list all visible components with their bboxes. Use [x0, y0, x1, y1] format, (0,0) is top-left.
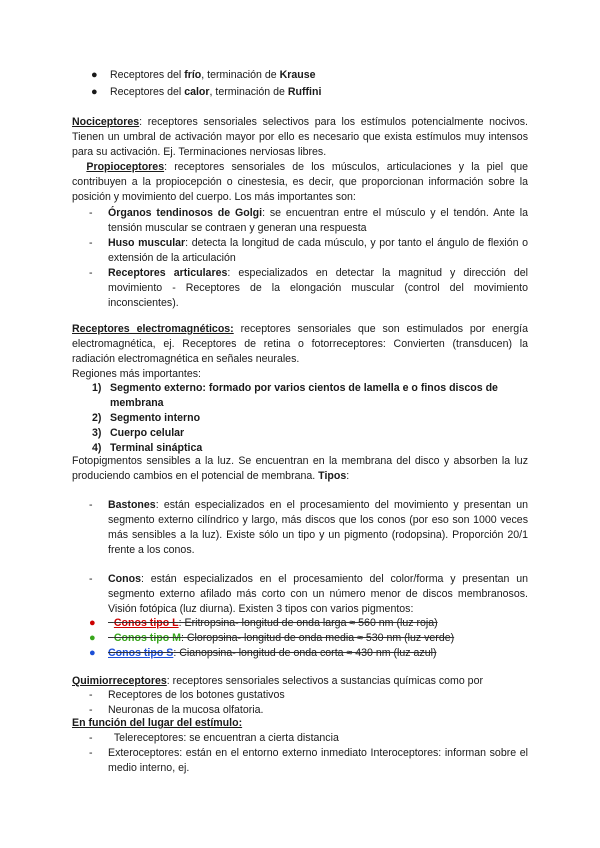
list-item: 3) Cuerpo celular	[92, 427, 185, 439]
propioceptores-paragraph: Propioceptores: receptores sensoriales de los músculos, articulaciones y la piel que contribuyen a la propiocepción o cinestesia, es decir, que proporcionan información sobre la posición y movimiento del cuerpo. Los más importantes son:	[72, 161, 528, 203]
list-item: 2) Segmento interno	[92, 412, 201, 424]
conos-item: - Conos: están especializados en el procesamiento del color/forma y presentan un segmento externo afilado más corto con un número menor de discos membranosos. Visión fotópica (luz diurna). Existen 3 tipos con varios pigmentos:	[89, 573, 528, 615]
section-title: Quimiorreceptores	[72, 675, 167, 687]
section-title: Propioceptores	[86, 161, 165, 173]
bastones-item: - Bastones: están especializados en el procesamiento del movimiento y presentan un segmento externo cilíndrico y largo, más discos que los conos (por eso son 1000 veces más sensibles a la luz). Existe sólo un tipo y un pigmento (rodopsina). Proporción 20/1 frente a los conos.	[89, 499, 528, 556]
bullet-icon: ●	[89, 647, 96, 659]
quimiorreceptores-paragraph: Quimiorreceptores: receptores sensoriales selectivos a sustancias químicas como por	[72, 675, 483, 687]
quimio-list	[89, 688, 528, 718]
bullet-icon: ●	[91, 86, 98, 98]
list-item: ● Conos tipo M: Cloropsina- longitud de onda media ≈ 530 nm (luz verde)	[89, 632, 455, 644]
list-item: - Exteroceptores: están en el entorno externo inmediato Interoceptores: informan sobre el medio interno, ej.	[89, 747, 528, 774]
list-item: ● Receptores del frío, terminación de Krause	[91, 69, 316, 81]
list-item: 4) Terminal sináptica	[92, 442, 203, 454]
bullet-icon: ●	[89, 632, 96, 644]
top-bullet-list	[91, 68, 530, 100]
bullet-icon: ●	[91, 69, 98, 81]
conos-tipos-list	[89, 616, 528, 661]
list-item: - Telereceptores: se encuentran a cierta distancia	[89, 732, 339, 744]
section-title: Nociceptores	[72, 116, 140, 128]
section-title: En función del lugar del estímulo:	[72, 717, 243, 729]
list-item: - Huso muscular: detecta la longitud de cada músculo, y por tanto el ángulo de flexión o extensión de la articulación	[89, 237, 528, 264]
list-item: ● Conos tipo L: Eritropsina- longitud de onda larga ≈ 560 nm (luz roja)	[89, 617, 438, 629]
list-item: ● Conos tipo S: Cianopsina- longitud de onda corta ≈ 430 nm (luz azul)	[89, 647, 437, 659]
lugar-list	[89, 731, 528, 776]
list-item: 1) Segmento externo: formado por varios cientos de lamella e o finos discos de membrana	[92, 382, 498, 409]
list-item: - Receptores articulares: especializados en detectar la magnitud y dirección del movimiento - Receptores de la elongación muscular (control del movimiento inconscientes).	[89, 267, 528, 309]
list-item: - Neuronas de la mucosa olfatoria.	[89, 704, 264, 716]
regiones-list	[92, 381, 528, 456]
list-item: - Órganos tendinosos de Golgi: se encuentran entre el músculo y el tendón. Ante la tensión muscular se contraen y generan una respuesta	[89, 207, 528, 234]
bullet-icon: ●	[89, 617, 96, 629]
list-item: ● Receptores del calor, terminación de Ruffini	[91, 86, 322, 98]
nociceptores-paragraph: Nociceptores: receptores sensoriales selectivos para los estímulos potencialmente nocivos. Tienen un umbral de activación mayor por ello es necesario que exista estímulos muy intensos para su activación. Ej. Terminaciones nerviosas libres.	[72, 116, 528, 158]
fotopigmentos-paragraph: Fotopigmentos sensibles a la luz. Se encuentran en la membrana del disco y absorben la luz produciendo cambios en el potencial de membrana. Tipos:	[72, 455, 528, 482]
list-item: - Receptores de los botones gustativos	[89, 689, 285, 701]
electromagneticos-paragraph: Receptores electromagnéticos: receptores sensoriales que son estimulados por energía electromagnética, ej. Receptores de retina o fotorreceptores: Convierten (transducen) la radiación electromagnética en señales neurales.	[72, 323, 528, 365]
section-title: Receptores electromagnéticos:	[72, 323, 234, 335]
propioceptores-list	[89, 206, 528, 311]
regiones-label: Regiones más importantes:	[72, 368, 201, 380]
